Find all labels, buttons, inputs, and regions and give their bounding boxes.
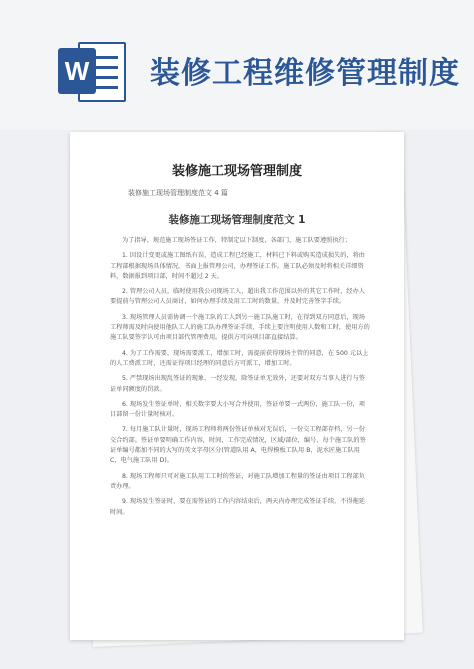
banner-title: 装修工程维修管理制度: [150, 56, 460, 91]
header-banner: [0, 0, 474, 130]
paragraph: 2. 管理公司人员，临时使用我公司现场工人，超出我工作范围以外的其它工作时，经办人要提前与管理公司人员商讨，如何办理手续及用工工时的数量，并及时完善签字手续。: [110, 288, 365, 306]
document-page: [70, 132, 404, 640]
word-document-icon: [58, 40, 128, 104]
paragraph: 8. 现场工程师只可对施工队用工工时的签证，对施工队增加工程量的签证由项目工程部负责办理。: [110, 472, 365, 490]
paragraph: 为了指导，规范施工现场签证工作，特制定以下制度，各部门，施工队要遵照执行；: [122, 237, 351, 244]
paragraph: 5. 严禁现场出现乱签证的现象，一经发现，除签证单无效外，还要对双方当事人进行与签证单同额度的罚款。: [110, 375, 365, 393]
paragraph: 1. 因设计变更或施工图纸有误，造成工程已经施工，材料已下料或购买造成损失的，将由工程部根据现场具体情况，书面上报管理公司，办理签证工作。施工队必须及时将相关详细资料，数据报到项目部，时间不超过 2 天。: [110, 252, 365, 280]
document-body: [110, 236, 370, 523]
paragraph: 7. 每月施工队计量时，现场工程师将两份签证单核对无误后，一份交工程部存档，另一份交合约部。签证单要明确工作内容，时间，工作完成情况，区域/部位，编号，每个施工队的签证单编号都加不同的大写的英文字母区分(管道队用 A，电焊模板工队用 B，泥水匠施工队用 C，电气施工队用 D)。: [110, 426, 366, 465]
document-title: 装修施工现场管理制度: [171, 164, 302, 179]
word-logo-badge: W: [58, 48, 96, 94]
paragraph: 6. 现场发生签证单时，相关数字要大小写合并使用，签证单要一式两份，施工队一份，项目部留一份计量时核对。: [110, 400, 365, 419]
paragraph: 3. 现场管理人员需协调一个施工队的工人到另一施工队施工时，在得到双方同意后，现场工程师需及时向使用他队工人的施工队办理签证手续，手续上要注明使用人数和工时，使用方的施工队要签字认可由项目部代管理费用。提供方可向项目部直接结算。: [110, 313, 370, 342]
document-subtitle: 装修施工现场管理制度范文 1: [168, 214, 306, 226]
paragraph: 9. 现场发生签证时，要在需签证的工作内容结束后，两天内办理完成签证手续，不得拖延时间。: [110, 498, 365, 516]
paragraph: 4. 为了工作需要，现场需要派工，增加工时，需提前获得现场主管的同意，在 500 元以上的人工费派工时，还需证得项目经理的同意后方可派工，增加工时。: [110, 349, 369, 367]
section-label: 装修施工现场管理制度范文 4 篇: [128, 189, 228, 197]
